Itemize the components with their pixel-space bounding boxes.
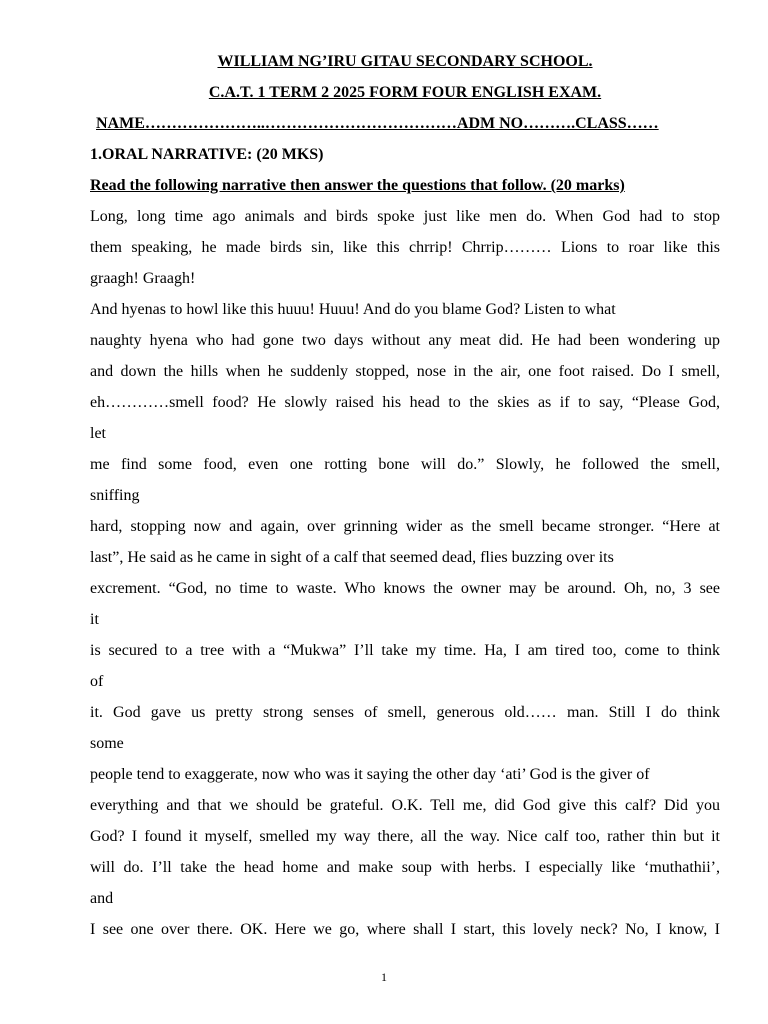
narrative-line: let: [90, 425, 106, 442]
narrative-line: And hyenas to howl like this huuu! Huuu! And do you blame God? Listen to what: [90, 301, 616, 318]
narrative-line: some: [90, 735, 124, 752]
document-page: [90, 46, 720, 945]
narrative-line: Long, long time ago animals and birds spoke just like men do. When God had to stop: [90, 208, 720, 225]
narrative-line: naughty hyena who had gone two days without any meat did. He had been wondering up: [90, 332, 720, 349]
narrative-line: it: [90, 611, 99, 628]
narrative-line: and down the hills when he suddenly stopped, nose in the air, one foot raised. Do I smell,: [90, 363, 720, 380]
narrative-line: will do. I’ll take the head home and make soup with herbs. I especially like ‘muthathii’,: [90, 859, 720, 876]
exam-title-heading: C.A.T. 1 TERM 2 2025 FORM FOUR ENGLISH EXAM.: [208, 84, 602, 101]
narrative-line: everything and that we should be grateful. O.K. Tell me, did God give this calf? Did you: [90, 797, 720, 814]
narrative-line: graagh! Graagh!: [90, 270, 196, 287]
narrative-line: last”, He said as he came in sight of a calf that seemed dead, flies buzzing over its: [90, 549, 614, 566]
narrative-line: I see one over there. OK. Here we go, where shall I start, this lovely neck? No, I know, I: [90, 921, 720, 938]
page-number: 1: [381, 970, 387, 984]
narrative-line: is secured to a tree with a “Mukwa” I’ll take my time. Ha, I am tired too, come to think: [90, 642, 720, 659]
narrative-line: sniffing: [90, 487, 140, 504]
narrative-line: and: [90, 890, 114, 907]
narrative-text: [90, 201, 720, 945]
narrative-line: excrement. “God, no time to waste. Who knows the owner may be around. Oh, no, 3 see: [90, 580, 720, 597]
narrative-line: them speaking, he made birds sin, like this chrrip! Chrrip……… Lions to roar like this: [90, 239, 720, 256]
narrative-line: me find some food, even one rotting bone will do.” Slowly, he followed the smell,: [90, 456, 720, 473]
narrative-line: hard, stopping now and again, over grinning wider as the smell became stronger. “Here at: [90, 518, 720, 535]
section-instruction: Read the following narrative then answer the questions that follow. (20 marks): [90, 177, 625, 194]
school-name-heading: WILLIAM NG’IRU GITAU SECONDARY SCHOOL.: [217, 53, 593, 70]
narrative-line: God? I found it myself, smelled my way there, all the way. Nice calf too, rather thin but it: [90, 828, 720, 845]
narrative-line: it. God gave us pretty strong senses of smell, generous old…… man. Still I do think: [90, 704, 720, 721]
narrative-line: people tend to exaggerate, now who was it saying the other day ‘ati’ God is the giver of: [90, 766, 650, 783]
narrative-line: of: [90, 673, 104, 690]
narrative-line: eh…………smell food? He slowly raised his head to the skies as if to say, “Please God,: [90, 394, 720, 411]
section-title: 1.ORAL NARRATIVE: (20 MKS): [90, 146, 324, 163]
student-details-line: NAME…………………..………………………………ADM NO……….CLASS……: [96, 115, 659, 132]
